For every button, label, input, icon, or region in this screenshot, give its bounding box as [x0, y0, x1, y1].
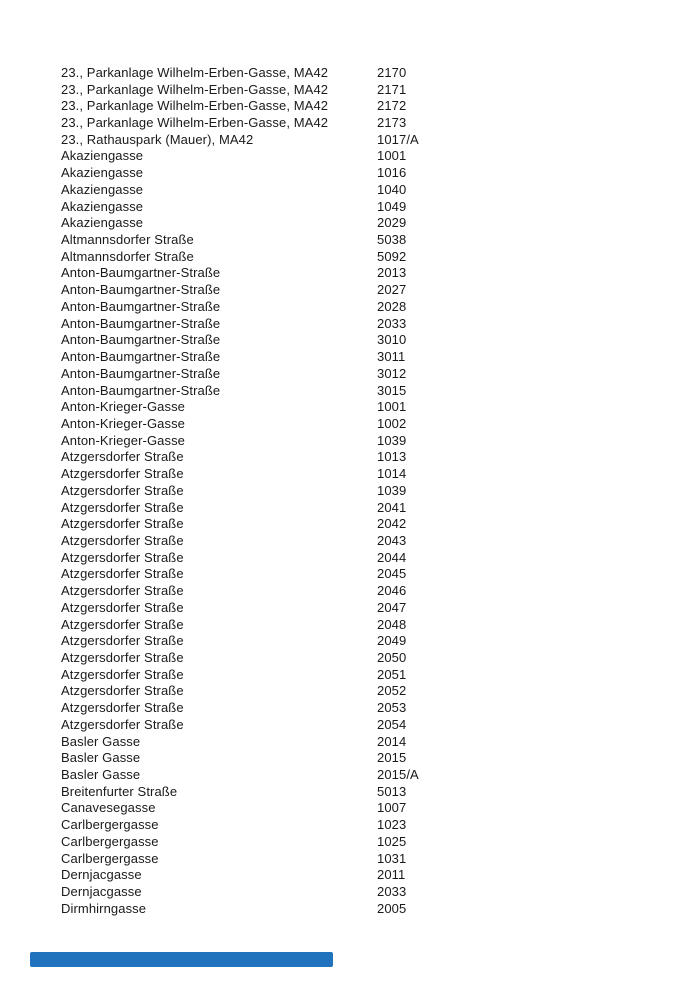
table-row	[61, 599, 670, 616]
table-row	[61, 332, 670, 349]
table-row	[61, 465, 670, 482]
street-name-cell: Carlbergergasse	[61, 850, 159, 866]
table-row	[61, 566, 670, 583]
street-name-cell: Basler Gasse	[61, 733, 141, 749]
street-name-cell: 23., Parkanlage Wilhelm-Erben-Gasse, MA42	[61, 64, 329, 80]
code-number-cell: 2170	[377, 64, 407, 80]
street-name-cell: Anton-Baumgartner-Straße	[61, 382, 221, 398]
street-name-cell: Altmannsdorfer Straße	[61, 232, 194, 248]
table-row	[61, 766, 670, 783]
street-name-cell: Akaziengasse	[61, 198, 144, 214]
code-number-cell: 1023	[377, 817, 407, 833]
table-row	[61, 248, 670, 265]
table-row	[61, 900, 670, 917]
table-row	[61, 398, 670, 415]
table-row	[61, 783, 670, 800]
street-name-cell: Anton-Baumgartner-Straße	[61, 298, 221, 314]
code-number-cell: 3010	[377, 332, 407, 348]
code-number-cell: 2011	[377, 867, 406, 883]
code-number-cell: 2054	[377, 716, 407, 732]
table-row	[61, 148, 670, 165]
street-name-cell: Basler Gasse	[61, 750, 141, 766]
code-number-cell: 2050	[377, 650, 407, 666]
street-name-cell: Breitenfurter Straße	[61, 783, 178, 799]
table-row	[61, 281, 670, 298]
table-row	[61, 482, 670, 499]
code-number-cell: 3015	[377, 382, 407, 398]
code-number-cell: 2015	[377, 750, 407, 766]
code-number-cell: 2033	[377, 315, 407, 331]
code-number-cell: 2005	[377, 900, 407, 916]
code-number-cell: 2044	[377, 549, 407, 565]
street-name-cell: Atzgersdorfer Straße	[61, 516, 184, 532]
street-name-cell: Canavesegasse	[61, 800, 156, 816]
street-name-cell: Atzgersdorfer Straße	[61, 650, 184, 666]
code-number-cell: 1031	[377, 850, 407, 866]
table-row	[61, 616, 670, 633]
code-number-cell: 3011	[377, 349, 406, 365]
street-name-cell: Atzgersdorfer Straße	[61, 633, 184, 649]
table-row	[61, 816, 670, 833]
street-name-cell: Atzgersdorfer Straße	[61, 449, 184, 465]
code-number-cell: 2048	[377, 616, 407, 632]
table-row	[61, 198, 670, 215]
table-row	[61, 214, 670, 231]
street-name-cell: Atzgersdorfer Straße	[61, 616, 184, 632]
code-number-cell: 1025	[377, 833, 407, 849]
table-row	[61, 499, 670, 516]
table-row	[61, 449, 670, 466]
street-name-cell: Atzgersdorfer Straße	[61, 583, 184, 599]
code-number-cell: 2027	[377, 282, 407, 298]
code-number-cell: 1007	[377, 800, 407, 816]
code-number-cell: 5038	[377, 232, 407, 248]
street-name-cell: 23., Parkanlage Wilhelm-Erben-Gasse, MA42	[61, 81, 329, 97]
street-name-cell: Akaziengasse	[61, 181, 144, 197]
street-name-cell: Atzgersdorfer Straße	[61, 666, 184, 682]
code-number-cell: 3012	[377, 365, 407, 381]
street-name-cell: Carlbergergasse	[61, 817, 159, 833]
code-number-cell: 1013	[377, 449, 407, 465]
table-row	[61, 131, 670, 148]
code-number-cell: 2014	[377, 733, 407, 749]
street-name-cell: Anton-Krieger-Gasse	[61, 399, 186, 415]
table-row	[61, 231, 670, 248]
street-name-cell: Anton-Baumgartner-Straße	[61, 265, 221, 281]
table-row	[61, 164, 670, 181]
code-number-cell: 2047	[377, 599, 407, 615]
table-row	[61, 833, 670, 850]
street-name-cell: Anton-Krieger-Gasse	[61, 432, 186, 448]
table-row	[61, 298, 670, 315]
table-row	[61, 532, 670, 549]
street-name-cell: Anton-Baumgartner-Straße	[61, 282, 221, 298]
code-number-cell: 1014	[377, 466, 407, 482]
code-number-cell: 2051	[377, 666, 407, 682]
street-name-cell: Altmannsdorfer Straße	[61, 248, 194, 264]
street-name-cell: Atzgersdorfer Straße	[61, 683, 184, 699]
code-number-cell: 1002	[377, 415, 407, 431]
table-row	[61, 850, 670, 867]
code-number-cell: 2045	[377, 566, 407, 582]
street-name-cell: Atzgersdorfer Straße	[61, 499, 184, 515]
table-row	[61, 749, 670, 766]
street-name-cell: Atzgersdorfer Straße	[61, 700, 184, 716]
table-row	[61, 97, 670, 114]
street-name-cell: Basler Gasse	[61, 767, 141, 783]
table-row	[61, 549, 670, 566]
street-name-cell: Atzgersdorfer Straße	[61, 466, 184, 482]
street-name-cell: Atzgersdorfer Straße	[61, 549, 184, 565]
street-register-list	[61, 64, 670, 917]
table-row	[61, 733, 670, 750]
code-number-cell: 1039	[377, 482, 407, 498]
table-row	[61, 632, 670, 649]
table-row	[61, 666, 670, 683]
code-number-cell: 1017/A	[377, 131, 419, 147]
code-number-cell: 2043	[377, 532, 407, 548]
street-name-cell: Dernjacgasse	[61, 867, 142, 883]
street-name-cell: Atzgersdorfer Straße	[61, 532, 184, 548]
table-row	[61, 64, 670, 81]
table-row	[61, 649, 670, 666]
table-row	[61, 515, 670, 532]
code-number-cell: 2028	[377, 298, 407, 314]
street-name-cell: Dirmhirngasse	[61, 900, 147, 916]
table-row	[61, 315, 670, 332]
footer-highlight-bar	[30, 952, 333, 967]
code-number-cell: 2013	[377, 265, 407, 281]
table-row	[61, 432, 670, 449]
table-row	[61, 415, 670, 432]
table-row	[61, 867, 670, 884]
code-number-cell: 2029	[377, 215, 407, 231]
code-number-cell: 2015/A	[377, 767, 419, 783]
table-row	[61, 365, 670, 382]
street-name-cell: Akaziengasse	[61, 165, 144, 181]
street-name-cell: Atzgersdorfer Straße	[61, 716, 184, 732]
table-row	[61, 800, 670, 817]
street-name-cell: Atzgersdorfer Straße	[61, 566, 184, 582]
street-name-cell: Anton-Baumgartner-Straße	[61, 332, 221, 348]
street-name-cell: Akaziengasse	[61, 148, 144, 164]
code-number-cell: 1039	[377, 432, 407, 448]
table-row	[61, 582, 670, 599]
table-row	[61, 683, 670, 700]
code-number-cell: 2033	[377, 884, 407, 900]
code-number-cell: 2049	[377, 633, 407, 649]
table-row	[61, 81, 670, 98]
code-number-cell: 1049	[377, 198, 407, 214]
code-number-cell: 2041	[377, 499, 407, 515]
street-name-cell: 23., Parkanlage Wilhelm-Erben-Gasse, MA42	[61, 98, 329, 114]
code-number-cell: 1001	[377, 148, 407, 164]
code-number-cell: 2053	[377, 700, 407, 716]
table-row	[61, 883, 670, 900]
table-row	[61, 716, 670, 733]
street-name-cell: Carlbergergasse	[61, 833, 159, 849]
code-number-cell: 5013	[377, 783, 407, 799]
code-number-cell: 2173	[377, 115, 407, 131]
code-number-cell: 2172	[377, 98, 407, 114]
table-row	[61, 265, 670, 282]
street-name-cell: Atzgersdorfer Straße	[61, 482, 184, 498]
table-row	[61, 114, 670, 131]
table-row	[61, 348, 670, 365]
code-number-cell: 2046	[377, 583, 407, 599]
code-number-cell: 1001	[377, 399, 407, 415]
street-name-cell: Anton-Krieger-Gasse	[61, 415, 186, 431]
table-row	[61, 181, 670, 198]
street-name-cell: Akaziengasse	[61, 215, 144, 231]
street-name-cell: Atzgersdorfer Straße	[61, 599, 184, 615]
code-number-cell: 2042	[377, 516, 407, 532]
street-name-cell: 23., Rathauspark (Mauer), MA42	[61, 131, 254, 147]
table-row	[61, 699, 670, 716]
street-name-cell: Anton-Baumgartner-Straße	[61, 365, 221, 381]
street-name-cell: Anton-Baumgartner-Straße	[61, 349, 221, 365]
street-name-cell: 23., Parkanlage Wilhelm-Erben-Gasse, MA42	[61, 115, 329, 131]
table-row	[61, 382, 670, 399]
code-number-cell: 1040	[377, 181, 407, 197]
street-name-cell: Anton-Baumgartner-Straße	[61, 315, 221, 331]
code-number-cell: 1016	[377, 165, 407, 181]
street-name-cell: Dernjacgasse	[61, 884, 142, 900]
code-number-cell: 2052	[377, 683, 407, 699]
code-number-cell: 5092	[377, 248, 407, 264]
code-number-cell: 2171	[377, 81, 407, 97]
